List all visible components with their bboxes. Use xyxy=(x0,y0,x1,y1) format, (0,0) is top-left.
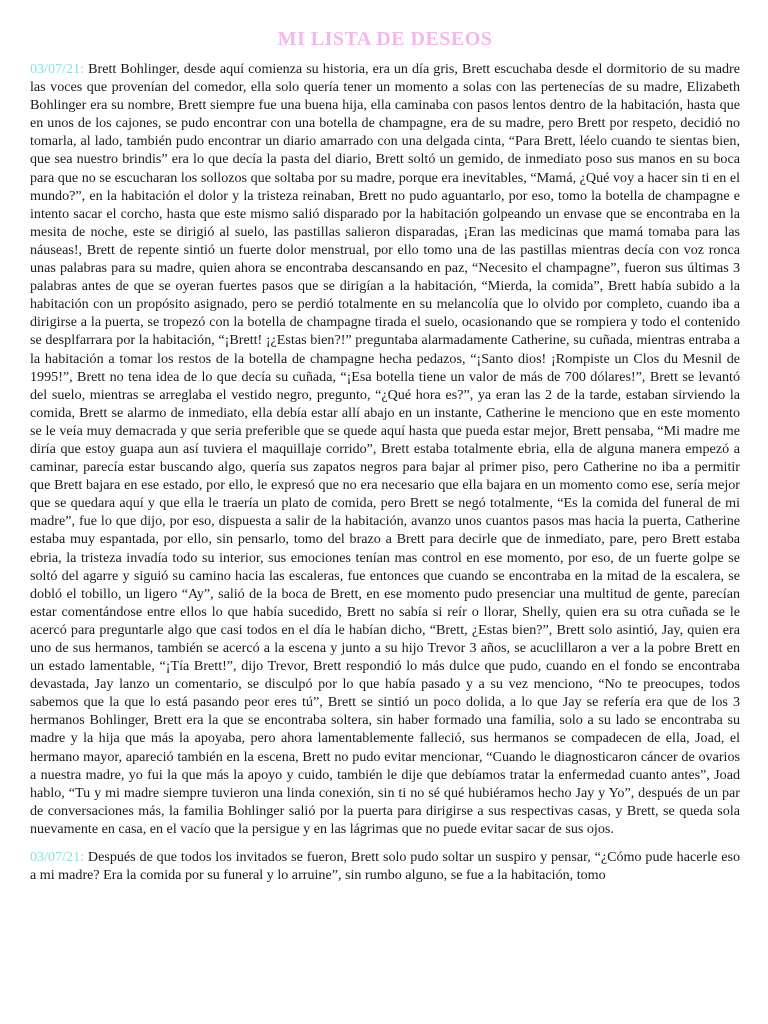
document-page xyxy=(30,26,740,894)
entry-date: 03/07/21: xyxy=(30,61,85,77)
entry-text: Brett Bohlinger, desde aquí comienza su historia, era un día gris, Brett escuchaba desde el dormitorio de su madre las voces que provenían del comedor, ella solo quería tener un momento a solas con las pertenecías de su madre, Elizabeth Bohlinger era su nombre, Brett siempre fue una buena hija, ella caminaba con pasos lentos dentro de la habitación, hasta que en unos de los cajones, se pudo encontrar con una botella de champagne, era de su madre, pero Brett por respeto, decidió no tomarla, al lado, también pudo encontrar un diario amarrado con una delgada cinta, “Para Brett, léelo cuando te sientas bien, que sea nuestro brindis” era lo que decía la pasta del diario, Brett soltó un gemido, de inmediato poso sus manos en su boca para que no se escucharan los sollozos que soltaba por su madre, porque era inevitables, “Mamá, ¿Qué voy a hacer sin ti en el mundo?”, en la habitación el dolor y la tristeza reinaban, Brett no pudo aguantarlo, por eso, tomo la botella de champagne e intento sacar el corcho, hasta que este mismo salió disparado por la habitación golpeando un envase que se encontraba en la mesita de noche, este se dirigió al suelo, las pastillas salieron disparadas, ¡Eran las medicinas que mamá tomaba para las náuseas!, Brett de repente sintió un fuerte dolor menstrual, por ello tomo una de las pastillas mientras decía con voz ronca unas palabras para su madre, quien ahora se encontraba descansando en paz, “Necesito el champagne”, fueron sus últimas 3 palabras antes de que se oyeran fuertes pasos que se dirigían a la habitación, “Mierda, la comida”, Brett había subido a la habitación con un propósito asignado, pero se perdió totalmente en su melancolía que lo olvido por completo, cuando iba a dirigirse a la puerta, se tropezó con la botella de champagne tirada el suelo, ocasionando que se rompiera y todo el contenido se desplfarrara por la habitación, “¡Brett! ¡¿Estas bien?!” preguntaba alarmadamente Catherine, su cuñada, mientras entraba a la habitación a tomar los restos de la botella de champagne hecha pedazos, “¡Santo dios! ¡Rompiste un Clos du Mesnil de 1995!”, Brett no tena idea de lo que decía su cuñada, “¡Esa botella tiene un valor de más de 700 dólares!”, Brett se levantó del suelo, mientras se arreglaba el vestido negro, pregunto, “¿Qué hora es?”, ya eran las 2 de la tarde, estaban sirviendo la comida, Brett se alarmo de inmediato, ella debía estar allí abajo en un instante, Catherine le menciono que en este momento se le veía muy demacrada y que seria preferible que se quede aquí hasta que pueda estar mejor, Brett pensaba, “Mi madre me diría que estoy guapa aun así tuviera el maquillaje corrido”, Brett estaba totalmente ebria, ella de alguna manera empezó a caminar, parecía estar buscando algo, quería sus zapatos negros para bajar al primer piso, pero Catherine no iba a permitir que Brett bajara en ese estado, por ello, le expresó que no era necesario que ella bajara en un momento como ese, sería mejor que se quedara aquí y que ella le traería un plato de comida, pero Brett se negó totalmente, “Es la comida del funeral de mi madre”, fue lo que dijo, por eso, dispuesta a salir de la habitación, avanzo unos cuantos pasos mas hacia la puerta, Catherine estaba muy espantada, por ello, sin pensarlo, tomo del brazo a Brett para decirle que de inmediato, pare, pero Brett estaba ebria, la tristeza invadía todo su interior, sus emociones tenían mas control en ese momento, por eso, de un fuerte golpe se soltó del agarre y siguió su camino hacia las escaleras, fue entonces que cuando se encontraba en la mitad de la escalera, se dobló el tobillo, un ligero “Ay”, salió de la boca de Brett, en ese momento pudo presenciar una multitud de gente, parecían estar comentándose entre ellos lo que había sucedido, Brett no sabía si reír o llorar, Shelly, quien era su otra cuñada se le acercó para preguntarle algo que casi todos en el día le habían dicho, “Brett, ¿Estas bien?”, Brett solo asintió, Jay, quien era uno de sus hermanos, también se acercó a la escena y junto a su hijo Trevor 3 años, se acuclillaron a ver a la pobre Brett en un estado lamentable, “¡Tía Brett!”, dijo Trevor, Brett respondió lo más dulce que pudo, cuando en el fondo se encontraba devastada, Jay lanzo un comentario, se disculpó por lo que había pasado y a su vez menciono, “No te preocupes, todos sabemos que la que lo está pasando peor eres tú”, Brett se sintió un poco dolida, a lo que Jay se refería era que de los 3 hermanos Bohlinger, Brett era la que se encontraba soltera, sin haber formado una familia, solo a su lado se encontraba su madre y la hija que más la apoyaba, pero ahora lamentablemente falleció, sus hermanos se compadecen de ella, Joad, el hermano mayor, apareció también en la escena, Brett no pudo evitar mencionar, “Cuando le diagnosticaron cáncer de ovarios a nuestra madre, yo fui la que más la apoyo y cuido, también le dije que debíamos tratar la enfermedad cuanto antes”, Joad hablo, “Tu y mi madre siempre tuvieron una linda conexión, sin ti no sé qué hubiéramos hecho Jay y Yo”, después de un par de conversaciones más, la familia Bohlinger salió por la puerta para dirigirse a sus respectivas casas, y Brett, se queda sola nuevamente en casa, en el vacío que la persigue y en las lágrimas que no puede evitar sacar de sus ojos. xyxy=(30,61,741,837)
diary-entry xyxy=(30,848,740,884)
diary-entry xyxy=(30,60,740,838)
document-title: MI LISTA DE DESEOS xyxy=(277,28,493,50)
entry-date: 03/07/21: xyxy=(30,849,85,866)
entry-text: Después de que todos los invitados se fueron, Brett solo pudo soltar un suspiro y pensar, “¿Cómo pude hacerle eso a mi madre? Era la comida por su funeral y lo arruine”, sin rumbo alguno, se fue a la habitación, tomo xyxy=(30,849,740,884)
